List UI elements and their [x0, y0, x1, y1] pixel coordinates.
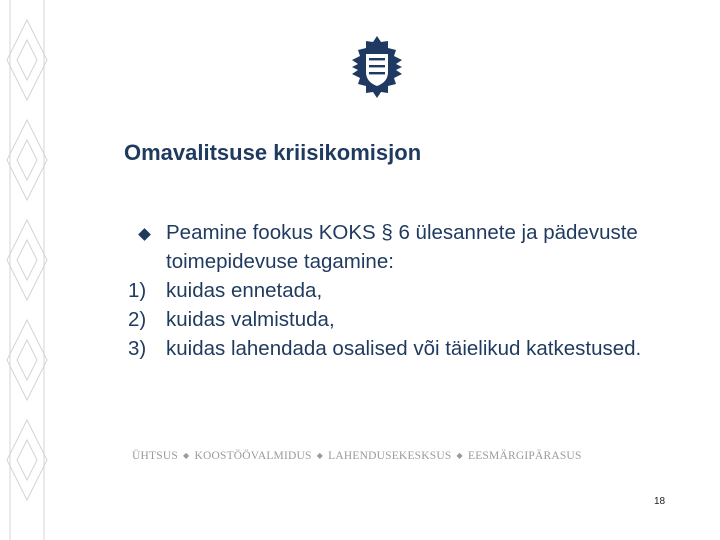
list-item	[128, 276, 648, 305]
side-ornament-pattern	[0, 0, 62, 540]
page-number: 18	[654, 496, 666, 507]
motto-separator: ◆	[316, 451, 324, 460]
bullet-text: Peamine fookus KOKS § 6 ülesannete ja pädevuste toimepidevuse tagamine:	[166, 221, 638, 273]
footer-motto	[132, 450, 582, 462]
motto-word: LAHENDUSEKESKSUS	[328, 450, 452, 462]
motto-word: KOOSTÖÖVALMIDUS	[194, 450, 312, 462]
list-item-text: kuidas valmistuda,	[166, 308, 335, 331]
motto-separator: ◆	[183, 451, 190, 460]
list-item-text: kuidas lahendada osalised või täielikud katkestused.	[166, 337, 642, 360]
list-item-text: kuidas ennetada,	[166, 279, 323, 302]
list-item	[128, 305, 648, 334]
motto-word: ÜHTSUS	[132, 450, 178, 462]
bullet-item	[128, 218, 648, 276]
motto-word: EESMÄRGIPÄRASUS	[467, 450, 582, 462]
list-marker: 3)	[128, 337, 147, 360]
slide-title: Omavalitsuse kriisikomisjon	[124, 140, 422, 165]
estonia-coat-of-arms-emblem	[344, 34, 410, 100]
motto-separator: ◆	[456, 451, 463, 460]
slide-content	[128, 218, 648, 363]
list-item	[128, 334, 648, 363]
list-marker: 1)	[128, 279, 147, 302]
list-marker: 2)	[128, 308, 147, 331]
diamond-bullet-icon	[138, 228, 151, 241]
